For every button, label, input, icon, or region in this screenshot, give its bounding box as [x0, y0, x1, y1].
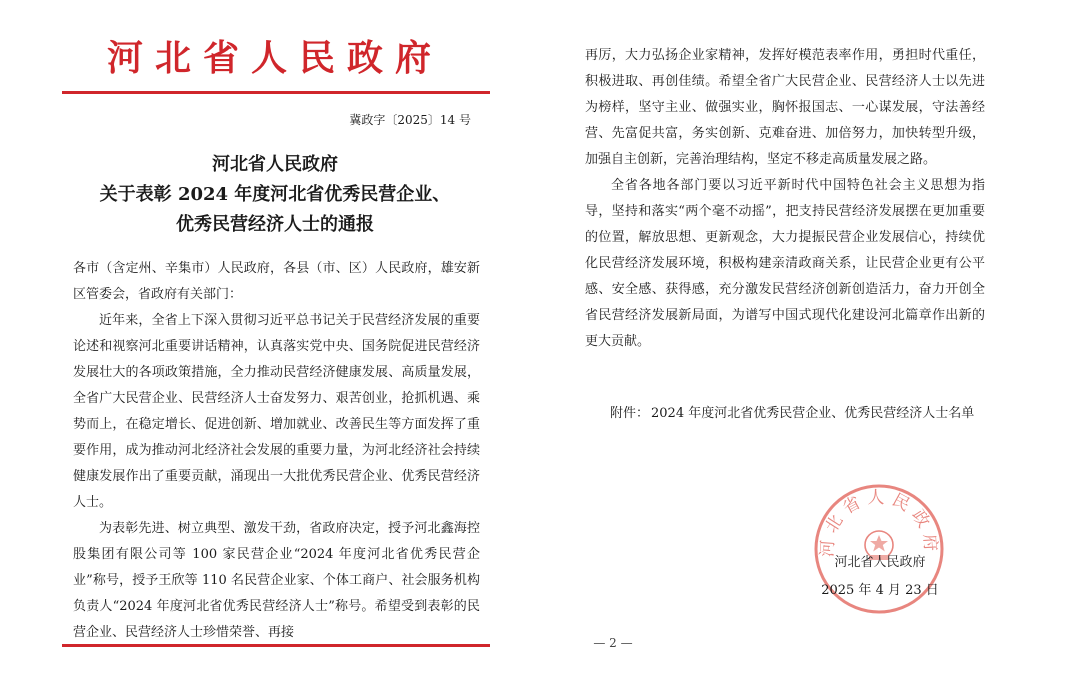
- title-line-3: 优秀民营经济人士的通报: [176, 214, 374, 235]
- body-paragraph: 再厉，大力弘扬企业家精神，发挥好模范表率作用，勇担时代重任，积极进取、再创佳绩。希望全省广大民营企业、民营经济人士以先进为榜样，坚守主业、做强实业，胸怀报国志、一心谋发展，守法善经营、先富促共富，务实创新、克难奋进、加倍努力，加快转型升级，加强自主创新，完善治理结构，坚定不移走高质量发展之路。: [585, 48, 985, 167]
- title-line-1: 河北省人民政府: [212, 154, 338, 175]
- document-title: [70, 150, 480, 240]
- attachment-label: 附件：: [610, 406, 650, 421]
- body-paragraph: 为表彰先进、树立典型、激发干劲，省政府决定，授予河北鑫海控股集团有限公司等 100 家民营企业“2024 年度河北省优秀民营企业”称号，授予王欣等 110 名民营企业家、个体工商户、社会服务机构负责人“2024 年度河北省优秀民营经济人士”称号。希望受到表彰的民营企业、民营经济人士珍惜荣誉、再接: [73, 521, 480, 640]
- title-line-2: 关于表彰 2024 年度河北省优秀民营企业、: [99, 184, 451, 205]
- seal-text: 河北省人民政府: [817, 488, 941, 558]
- attachment-note: [610, 401, 1000, 427]
- issuer-signature: 河北省人民政府: [834, 555, 926, 570]
- document-page-right: [545, 0, 1080, 677]
- right-page-body: [585, 43, 985, 355]
- masthead-red-line: [62, 91, 490, 94]
- addressee: 各市（含定州、辛集市）人民政府，各县（市、区）人民政府，雄安新区管委会，省政府有关部门：: [73, 261, 480, 302]
- body-paragraph: 近年来，全省上下深入贯彻习近平总书记关于民营经济发展的重要论述和视察河北重要讲话精神，认真落实党中央、国务院促进民营经济发展壮大的各项政策措施，全力推动民营经济健康发展、高质量发展，全省广大民营企业、民营经济人士奋发努力、艰苦创业，抢抓机遇、乘势而上，在稳定增长、促进创新、增加就业、改善民生等方面发挥了重要作用，成为推动河北经济社会发展的重要力量，为河北经济社会持续健康发展作出了重要贡献，涌现出一大批优秀民营企业、优秀民营经济人士。: [73, 313, 480, 510]
- page-number: — 2 —: [593, 636, 633, 650]
- document-number: 冀政字〔2025〕14 号: [349, 113, 471, 127]
- attachment-text: 2024 年度河北省优秀民营企业、优秀民营经济人士名单: [651, 406, 975, 421]
- left-page-body: [73, 256, 480, 646]
- issue-date: 2025 年 4 月 23 日: [821, 583, 939, 598]
- footer-red-line: [62, 644, 490, 647]
- masthead-title: 河北省人民政府: [106, 37, 443, 79]
- body-paragraph: 全省各地各部门要以习近平新时代中国特色社会主义思想为指导，坚持和落实“两个毫不动摇”，把支持民营经济发展摆在更加重要的位置，解放思想、更新观念，大力提振民营企业发展信心，持续优化民营经济发展环境，积极构建亲清政商关系，让民营企业更有公平感、安全感、获得感，充分激发民营经济创新创造活力，奋力开创全省民营经济发展新局面，为谱写中国式现代化建设河北篇章作出新的更大贡献。: [585, 178, 985, 349]
